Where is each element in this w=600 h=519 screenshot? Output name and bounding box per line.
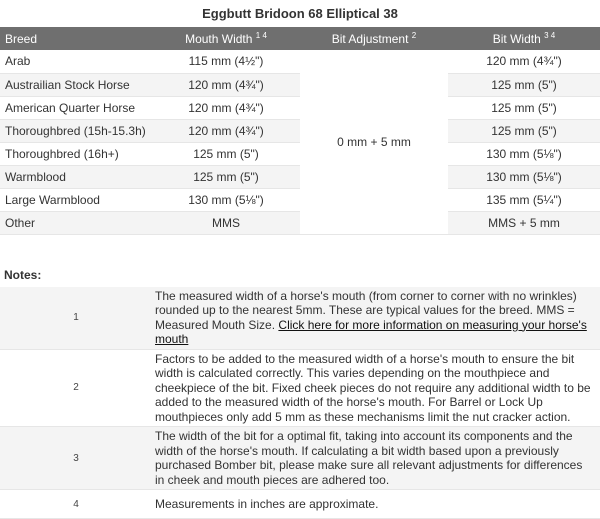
table-header-row — [0, 27, 600, 50]
footnote-ref: 3 4 — [544, 31, 555, 40]
notes-heading: Notes: — [0, 263, 600, 287]
bit-width-cell: MMS + 5 mm — [448, 211, 600, 234]
note-number: 2 — [0, 349, 152, 427]
note-row — [0, 287, 600, 350]
note-number: 4 — [0, 490, 152, 519]
breed-cell: American Quarter Horse — [0, 96, 152, 119]
mouth-width-cell: MMS — [152, 211, 300, 234]
breed-cell: Large Warmblood — [0, 188, 152, 211]
note-text: Factors to be added to the measured width of a horse's mouth to ensure the bit width is calculated correctly. This varies depending on the mouthpiece and cheekpiece of the bit. Fixed cheek pieces do not require any additional width to be added to the measured width of the horse's mouth. For Barrel or Lock Up mouthpieces only add 5 mm as these mechanisms limit the nut cracker action. — [152, 349, 600, 427]
mouth-width-cell: 120 mm (4¾") — [152, 96, 300, 119]
mouth-width-cell: 130 mm (5⅛") — [152, 188, 300, 211]
header-bit-width: Bit Width $^{3 4}$ — [448, 27, 600, 50]
note-number: 1 — [0, 287, 152, 350]
bit-width-cell: 130 mm (5⅛") — [448, 165, 600, 188]
bit-width-cell: 130 mm (5⅛") — [448, 142, 600, 165]
bit-width-cell: 125 mm (5") — [448, 96, 600, 119]
mouth-width-cell: 125 mm (5") — [152, 142, 300, 165]
bit-width-cell: 120 mm (4¾") — [448, 50, 600, 73]
bit-adjustment-cell: 0 mm + 5 mm — [300, 50, 448, 234]
note-text: Measurements in inches are approximate. — [152, 490, 600, 519]
breed-cell: Austrailian Stock Horse — [0, 73, 152, 96]
breed-cell: Other — [0, 211, 152, 234]
breed-cell: Warmblood — [0, 165, 152, 188]
breed-cell: Thoroughbred (15h-15.3h) — [0, 119, 152, 142]
bit-width-cell: 125 mm (5") — [448, 73, 600, 96]
mouth-width-cell: 120 mm (4¾") — [152, 119, 300, 142]
note-number: 3 — [0, 427, 152, 490]
mouth-width-cell: 115 mm (4½") — [152, 50, 300, 73]
breed-cell: Arab — [0, 50, 152, 73]
bit-width-cell: 125 mm (5") — [448, 119, 600, 142]
footnote-ref: 2 — [412, 31, 416, 40]
note-row — [0, 427, 600, 490]
footnote-ref: 1 4 — [256, 31, 267, 40]
header-mouth-width: Mouth Width $^{1 4}$ — [152, 27, 300, 50]
note-row — [0, 490, 600, 519]
mouth-width-cell: 125 mm (5") — [152, 165, 300, 188]
measuring-guide-link[interactable]: Click here for more information on measuring your horse's mouth — [155, 318, 587, 347]
table-row — [0, 50, 600, 73]
breed-cell: Thoroughbred (16h+) — [0, 142, 152, 165]
bit-size-table — [0, 27, 600, 235]
header-breed: Breed — [0, 27, 152, 50]
mouth-width-cell: 120 mm (4¾") — [152, 73, 300, 96]
notes-table — [0, 287, 600, 519]
header-bit-adjustment: Bit Adjustment $^2$ — [300, 27, 448, 50]
bit-width-cell: 135 mm (5¼") — [448, 188, 600, 211]
note-text: The width of the bit for a optimal fit, taking into account its components and the width of the horse's mouth. If calculating a bit width based upon a previously purchased Bomber bit, please make sure all relevant adjustments for differences in cheek and mouth pieces are adhered too. — [152, 427, 600, 490]
page-title: Eggbutt Bridoon 68 Elliptical 38 — [0, 0, 600, 27]
note-row — [0, 349, 600, 427]
note-text: The measured width of a horse's mouth (from corner to corner with no wrinkles) rounded up to the nearest 5mm. These are typical values for the breed. MMS = Measured Mouth Size. Click here for more information on measuring your horse's mouth — [152, 287, 600, 350]
